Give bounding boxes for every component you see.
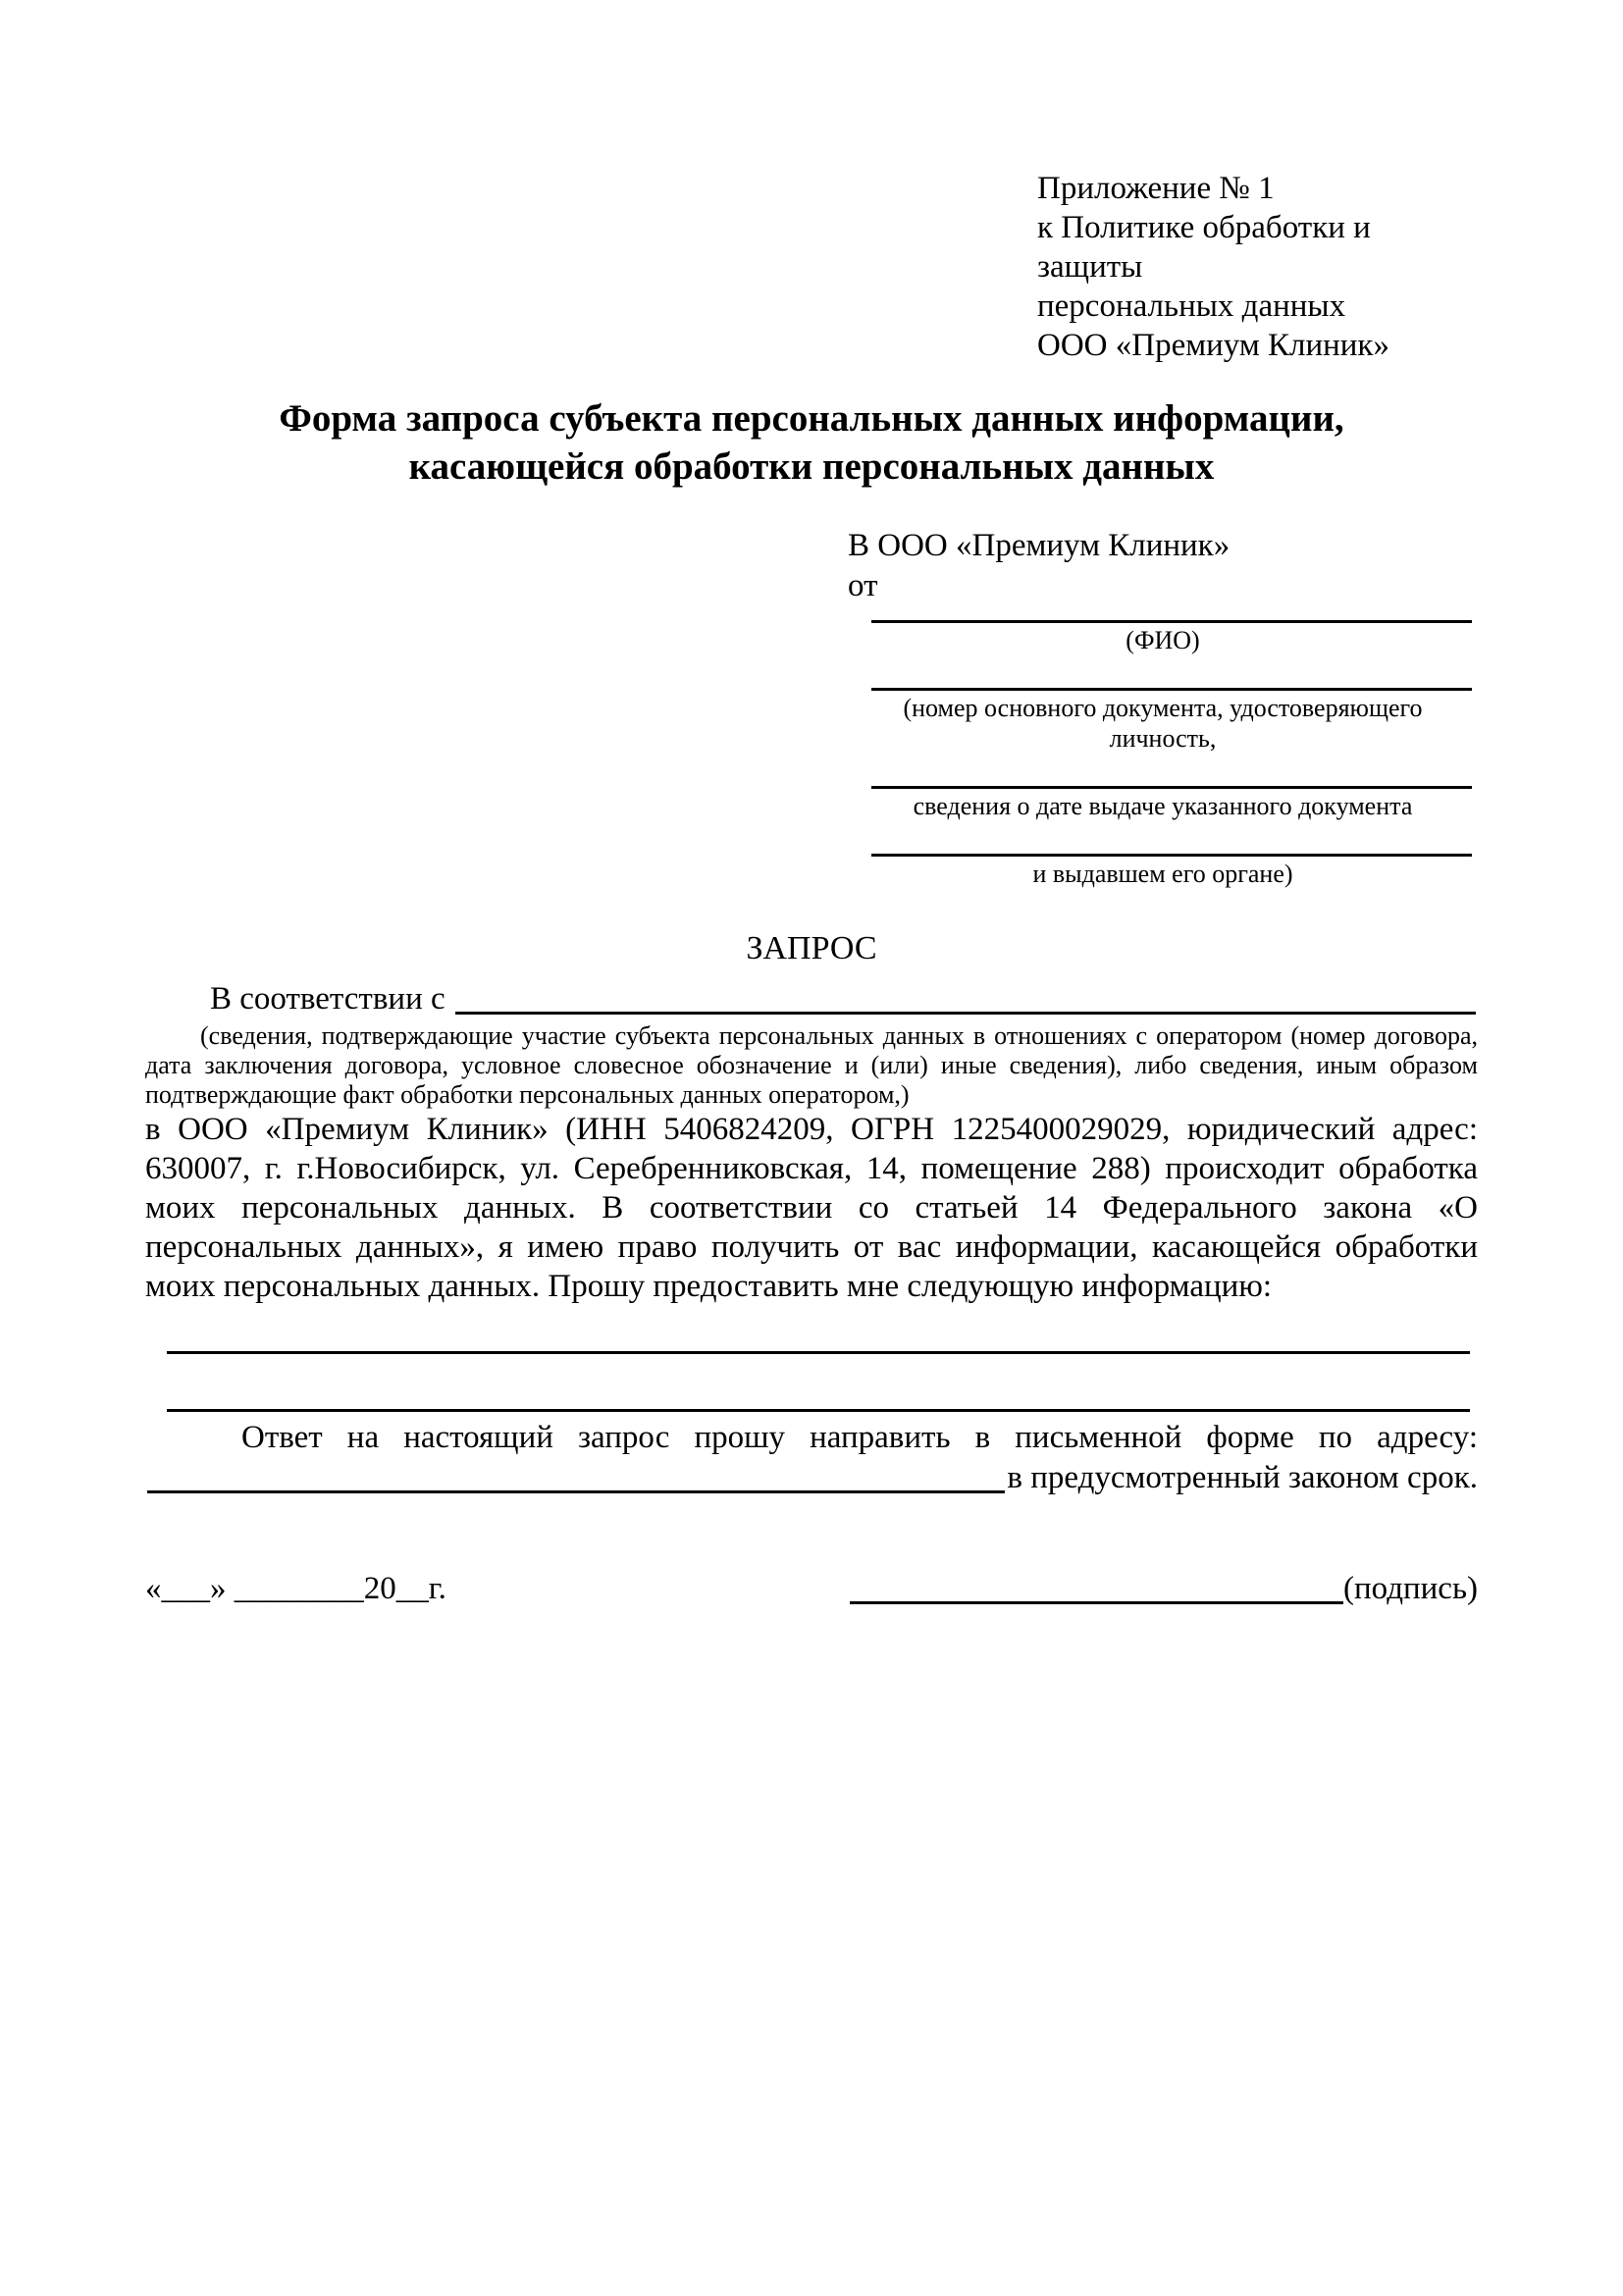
intro-line: [145, 979, 1478, 1019]
fio-caption: (ФИО): [1126, 626, 1200, 654]
signature-caption: (подпись): [1343, 1571, 1478, 1606]
signature-blank-line: [850, 1601, 1343, 1604]
doc-date-blank-line: [871, 754, 1472, 789]
field-doc-date: [848, 754, 1478, 821]
signature-group: [850, 1569, 1478, 1609]
reply-sentence: Ответ на настоящий запрос прошу направить в письменной форме по адресу:: [241, 1420, 1478, 1455]
document-title-line2: касающейся обработки персональных данных: [408, 445, 1215, 488]
addressee-to: В ООО «Премиум Клиник»: [848, 528, 1230, 563]
body-paragraph: в ООО «Премиум Клиник» (ИНН 5406824209, ОГРН 1225400029029, юридический адрес: 630007, г. г.Новосибирск, ул. Серебренниковская, 14, помещение 288) происходит обработка моих персональных данных. В соответствии со статьей 14 Федерального закона «О персональных данных», я имею право получить от вас информации, касающейся обработки моих персональных данных. Прошу предоставить мне следующую информацию:: [145, 1112, 1478, 1304]
intro-text: В соответствии с: [210, 981, 445, 1017]
appendix-block: [1037, 169, 1478, 365]
doc-issuer-caption: и выдавшем его органе): [1032, 860, 1293, 888]
info-blank-line-1: [167, 1351, 1470, 1354]
footer-row: [145, 1569, 1478, 1609]
field-doc-issuer: [848, 821, 1478, 889]
appendix-line-3: персональных данных: [1037, 288, 1346, 324]
reply-tail: в предусмотренный законом срок.: [1007, 1460, 1478, 1495]
basis-footnote: (сведения, подтверждающие участие субъекта персональных данных в отношениях с оператором (номер договора, дата заключения договора, условное словесное обозначение и (или) иные сведения), либо сведения, иным образом подтверждающие факт обработки персональных данных оператором,): [145, 1021, 1478, 1109]
address-blank-line: [147, 1458, 1005, 1493]
reply-address-row: [145, 1458, 1478, 1498]
appendix-line-1: Приложение № 1: [1037, 171, 1275, 206]
appendix-line-2: к Политике обработки и защиты: [1037, 210, 1371, 285]
doc-issuer-blank-line: [871, 821, 1472, 857]
appendix-line-4: ООО «Премиум Клиник»: [1037, 328, 1389, 363]
field-doc-number: [848, 655, 1478, 754]
document-title-line1: Форма запроса субъекта персональных данных информации,: [279, 397, 1344, 440]
addressee-from: от: [848, 568, 878, 603]
request-heading: ЗАПРОС: [746, 930, 877, 966]
date-blank: «___» ________20__г.: [145, 1571, 446, 1606]
fio-blank-line: [871, 606, 1472, 623]
addressee-block: [848, 526, 1478, 889]
doc-number-blank-line: [871, 655, 1472, 691]
basis-blank-line: [455, 979, 1476, 1015]
document-title: [145, 394, 1478, 491]
doc-date-caption: сведения о дате выдаче указанного документа: [913, 792, 1413, 820]
doc-number-caption: (номер основного документа, удостоверяющего личность,: [903, 694, 1423, 753]
info-blank-line-2: [167, 1409, 1470, 1412]
field-fio: [848, 606, 1478, 655]
